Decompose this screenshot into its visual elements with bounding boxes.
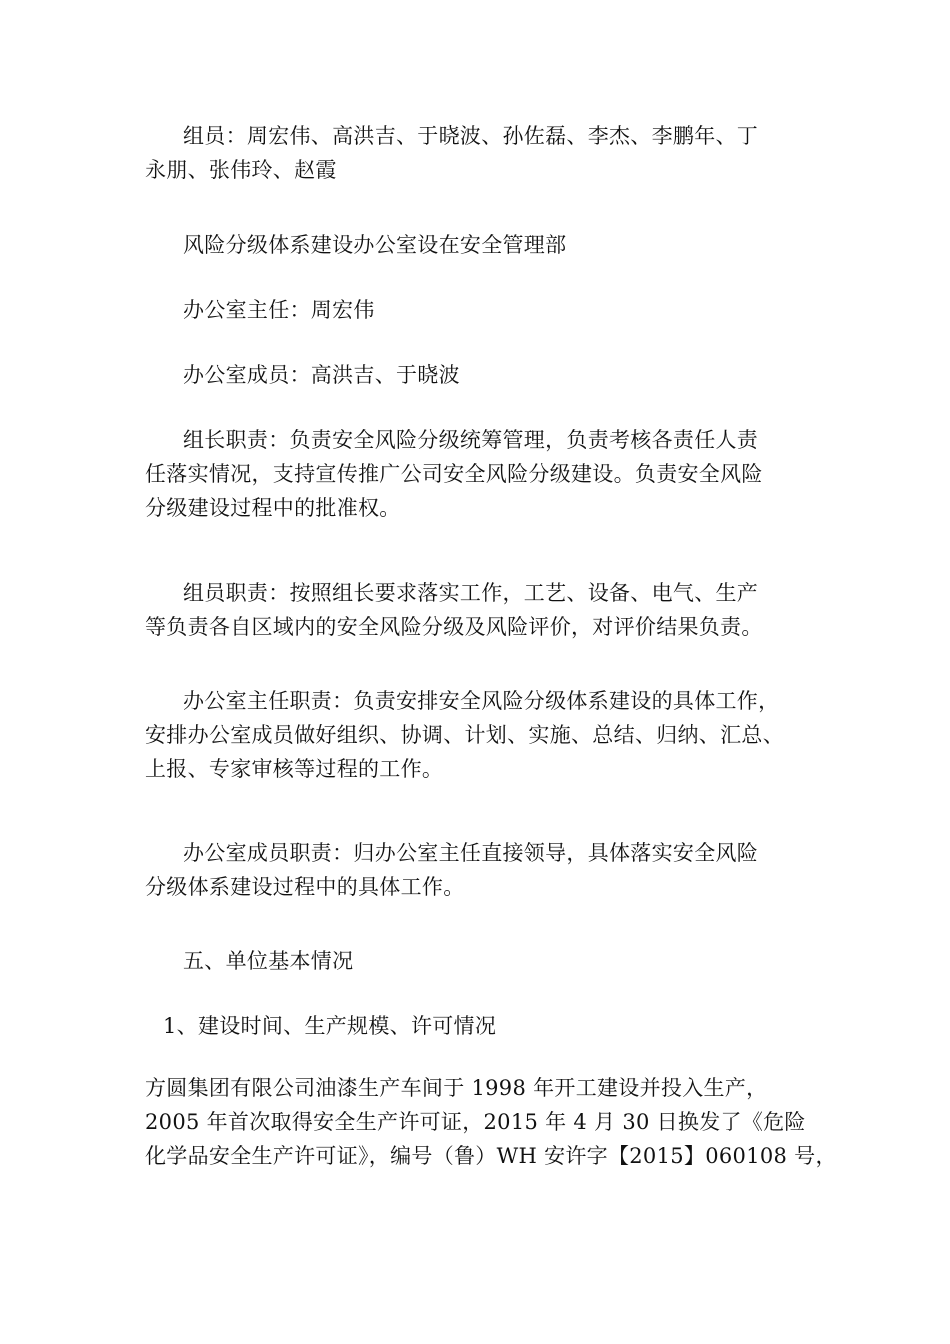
- paragraph-office-director: [145, 293, 825, 327]
- paragraph-line: 组长职责：负责安全风险分级统筹管理，负责考核各责任人责: [183, 428, 759, 452]
- paragraph-line: 化学品安全生产许可证》，编号（鲁）WH 安许字【2015】060108 号，: [145, 1144, 837, 1168]
- paragraph-line: 分级建设过程中的批准权。: [145, 496, 401, 520]
- paragraph-office-members: [145, 358, 825, 392]
- paragraph-line: 办公室主任：周宏伟: [183, 298, 375, 322]
- paragraph-line: 上报、专家审核等过程的工作。: [145, 757, 444, 781]
- section-heading-basic-info: [145, 944, 825, 978]
- paragraph-office-member-duties: [145, 836, 825, 904]
- paragraph-director-duties: [145, 684, 825, 786]
- paragraph-team-members: [145, 119, 825, 187]
- paragraph-line: 方圆集团有限公司油漆生产车间于 1998 年开工建设并投入生产，: [145, 1076, 768, 1100]
- paragraph-line: 办公室主任职责：负责安排安全风险分级体系建设的具体工作，: [183, 689, 780, 713]
- paragraph-line: 安排办公室成员做好组织、协调、计划、实施、总结、归纳、汇总、: [145, 723, 784, 747]
- paragraph-office-location: [145, 228, 825, 262]
- paragraph-company-history: [145, 1071, 837, 1173]
- paragraph-line: 办公室成员职责：归办公室主任直接领导，具体落实安全风险: [183, 841, 759, 865]
- paragraph-line: 任落实情况，支持宣传推广公司安全风险分级建设。负责安全风险: [145, 462, 763, 486]
- paragraph-leader-duties: [145, 423, 825, 525]
- heading-line: 1、建设时间、生产规模、许可情况: [163, 1014, 497, 1038]
- paragraph-line: 2005 年首次取得安全生产许可证，2015 年 4 月 30 日换发了《危险: [145, 1110, 806, 1134]
- heading-line: 五、单位基本情况: [183, 949, 354, 973]
- paragraph-member-duties: [145, 576, 825, 644]
- paragraph-line: 永朋、张伟玲、赵霞: [145, 158, 337, 182]
- paragraph-line: 分级体系建设过程中的具体工作。: [145, 875, 465, 899]
- paragraph-line: 办公室成员：高洪吉、于晓波: [183, 363, 460, 387]
- paragraph-line: 等负责各自区域内的安全风险分级及风险评价，对评价结果负责。: [145, 615, 763, 639]
- paragraph-line: 组员职责：按照组长要求落实工作，工艺、设备、电气、生产: [183, 581, 759, 605]
- paragraph-line: 风险分级体系建设办公室设在安全管理部: [183, 233, 567, 257]
- paragraph-line: 组员：周宏伟、高洪吉、于晓波、孙佐磊、李杰、李鹏年、丁: [183, 124, 759, 148]
- subsection-heading-construction: [145, 1009, 825, 1043]
